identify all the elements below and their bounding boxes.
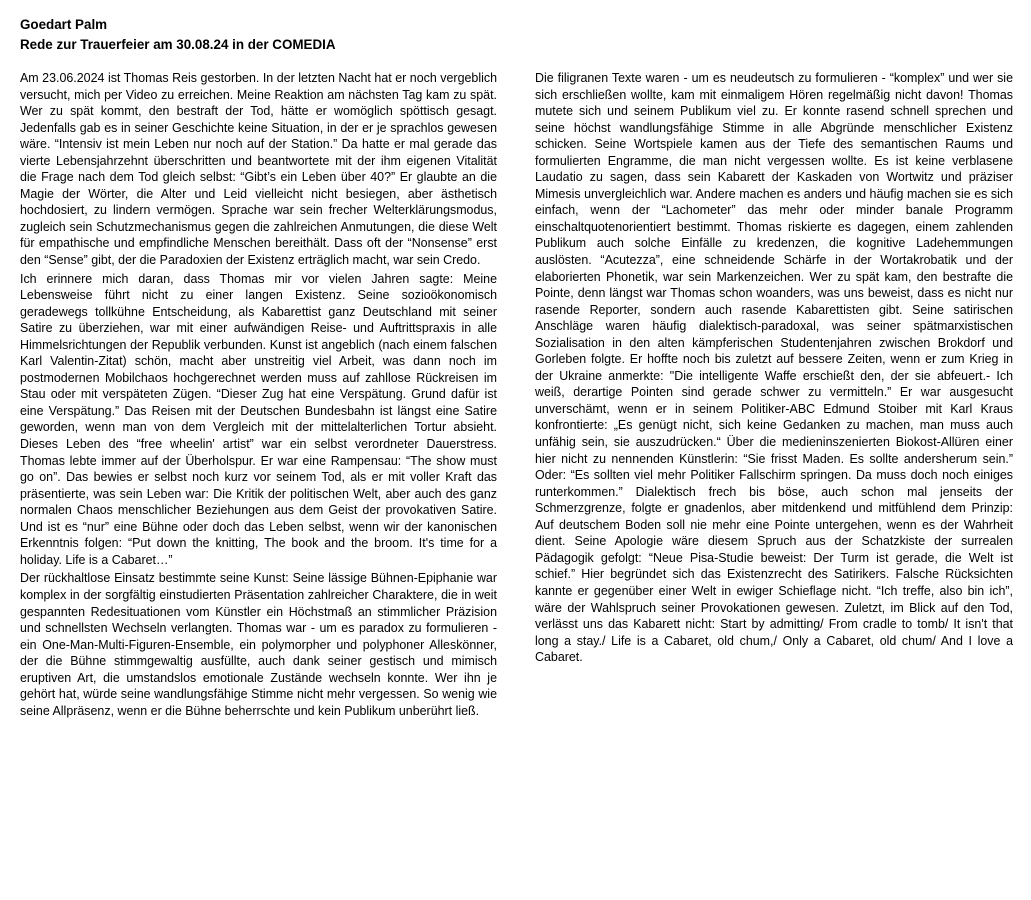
- paragraph: Der rückhaltlose Einsatz bestimmte seine Kunst: Seine lässige Bühnen-Epiphanie war komplex in der sorgfältig einstudierten Präsentation zahlreicher Charaktere, die in weit gespannten Redesituationen vom Künstler ein Höchstmaß an stimmlicher Präzision und schnellsten Wechseln verlangten. Thomas war - um es paradox zu formulieren - ein One-Man-Multi-Figuren-Ensemble, ein polymorpher und polyphoner Alleskönner, der die Bühne stimmgewaltig ausfüllte, auch dank seiner gestisch und mimisch eruptiven Art, die umstandslos emotionale Zustände wechseln konnte. Wer ihn je gehört hat, würde seine wandlungsfähige Stimme nicht mehr vergessen. So wenig wie seine Allpräsenz, wenn er die Bühne beherrschte und kein Publikum unberührt ließ.: [20, 571, 497, 718]
- document-header: [20, 15, 1010, 55]
- paragraph: Ich erinnere mich daran, dass Thomas mir vor vielen Jahren sagte: Meine Lebensweise führt nicht zu einer langen Existenz. Seine sozioökonomisch geradewegs tollkühne Entscheidung, als Kabarettist ganz Deutschland mit seiner Satire zu überziehen, war mit einer aufwändigen Reise- und Auftrittspraxis in alle Himmelsrichtungen der Republik verbunden. Kunst ist angeblich (nach einem falschen Karl Valentin-Zitat) schön, macht aber unstreitig viel Arbeit, was dann noch im postmodernen Mobilchaos hochgerechnet werden muss auf zahllose Rückreisen im Stau oder mit verspäteten Zügen. “Dieser Zug hat eine Verspätung. Grund dafür ist eine Verspätung.” Das Reisen mit der Deutschen Bundesbahn ist längst eine Satire geworden, wenn man von dem Vergleich mit der mittelalterlichen Tortur absieht. Dieses Leben des “free wheelin' artist” war ein selbst verordneter Dauerstress. Thomas lebte immer auf der Überholspur. Er war eine Rampensau: “The show must go on”. Das bewies er selbst noch kurz vor seinem Tod, als er mit voller Kraft das präsentierte, was sein Leben war: Die Kritik der politischen Welt, aber auch des ganz normalen Chaos menschlicher Beziehungen aus dem Geist der provokativen Satire. Und ist es “nur” eine Bühne oder doch das Leben selbst, wenn wir der kanonischen Erkenntnis folgen: “Put down the knitting, The book and the broom. It's time for a holiday. Life is a Cabaret…”: [20, 271, 497, 567]
- left-column: [20, 70, 497, 721]
- author-name: Goedart Palm: [20, 17, 108, 32]
- paragraph: Die filigranen Texte waren - um es neudeutsch zu formulieren - “komplex” und wer sie sich erschließen wollte, kam mit einmaligem Hören regelmäßig nicht davon! Thomas mutete sich und seinem Publikum viel zu. Er konnte rasend schnell sprechen und seine höchst wandlungsfähige Stimme in alle Abgründe menschlicher Existenz schicken. Seine Wortspiele kamen aus der Tiefe des semantischen Raums und formulierten Engramme, die man nicht vergessen wollte. Es ist keine verblasene Laudatio zu sagen, dass sein Kabarett der Kaskaden von Wortwitz und präziser Mimesis unvergleichlich war. Andere machen es anders und häufig machen sie es sich einfach, wenn der “Lachometer” das mehr oder minder banale Programm einschaltquotenorientiert bestimmt. Thomas riskierte es dagegen, einem zahlenden Publikum auch solche Einfälle zu kredenzen, die kognitive Ladehemmungen auslösten. “Acutezza”, eine schneidende Schärfe in der Wortakrobatik und der elaborierten Phonetik, war sein Markenzeichen. Wer zu spät kam, den bestrafte die Pointe, denn längst war Thomas schon woanders, was uns beweist, dass es nicht nur rasende Reporter, sondern auch rasende Kabarettisten gibt. Seine satirischen Anschläge waren häufig dialektisch-paradoxal, was seiner spätmarxistischen Sozialisation in den alten kämpferischen Studentenjahren zwischen Brokdorf und Gorleben folgte. Er hoffte noch bis zuletzt auf bessere Zeiten, wenn er zum Krieg in der Ukraine anmerkte: "Die intelligente Waffe erschießt den, der sie abfeuert.- Ich weiß, derartige Pointen sind gerade schwer zu vermitteln.” Er war ausgesucht unverschämt, wenn er in seinem Politiker-ABC Edmund Stoiber mit Karl Kraus konfrontierte: „Es genügt nicht, sich keine Gedanken zu machen, man muss auch unfähig sein, sie auszudrücken.“ Über die medieninszenierten Biokost-Allüren einer hier nicht zu nennenden Künstlerin: “Sie frisst Maden. Es sollte andersherum sein.” Oder: “Es sollten viel mehr Politiker Fallschirm springen. Da muss doch noch einiges runterkommen.” Dialektisch frech bis böse, auch schon mal jenseits der Schmerzgrenze, folgte er gnadenlos, aber mitdenkend und mitfühlend dem Prinzip: Auf deutschem Boden soll nie mehr eine Pointe untergehen, wenn es der Wahrheit dient. Seine Apologie wäre diesem Spruch aus der Schatzkiste der surrealen Pädagogik gefolgt: “Neue Pisa-Studie beweist: Der Turm ist gerade, die Welt ist schief.” Hier begründet sich das Existenzrecht des Satirikers. Falsche Rücksichten kannte er gegenüber einer Welt in ewiger Schieflage nicht. “Ich treffe, also bin ich”, wäre der Wahlspruch seiner Provokationen gewesen. Zuletzt, im Blick auf den Tod, verlässt uns das Kabarett nicht: Start by admitting/ From cradle to tomb/ It isn't that long a stay./ Life is a Cabaret, old chum,/ Only a Cabaret, old chum/ And I love a Cabaret.: [535, 71, 1013, 665]
- paragraph: Am 23.06.2024 ist Thomas Reis gestorben. In der letzten Nacht hat er noch vergeblich versucht, mich per Video zu erreichen. Meine Reaktion am nächsten Tag kam zu spät. Wer zu spät kommt, den bestraft der Tod, hätte er womöglich spöttisch gesagt. Jedenfalls gab es in seiner Geschichte keine Situation, in der er je sprachlos gewesen wäre. “Intensiv ist mein Leben nur noch auf der Station.” Da hatte er mal gerade das vierte Lebensjahrzehnt überschritten und beantwortete mit der ihm eigenen Vitalität die Frage nach dem Tod gleich selbst: “Gibt’s ein Leben über 40?” Er glaubte an die Magie der Wörter, die Alter und Leid vielleicht nicht besiegen, aber ästhetisch hochdosiert, zu lindern vermögen. Sprache war sein frecher Welterklärungsmodus, zugleich sein Schutzmechanismus gegen die zahlreichen Anmutungen, die diese Welt für empathische und empfindliche Menschen bereithält. Dass oft der “Nonsense” erst den “Sense” gibt, der die Paradoxien der Existenz erträglich macht, war sein Credo.: [20, 71, 497, 268]
- document-title: Rede zur Trauerfeier am 30.08.24 in der COMEDIA: [20, 37, 336, 52]
- right-column: [535, 70, 1013, 668]
